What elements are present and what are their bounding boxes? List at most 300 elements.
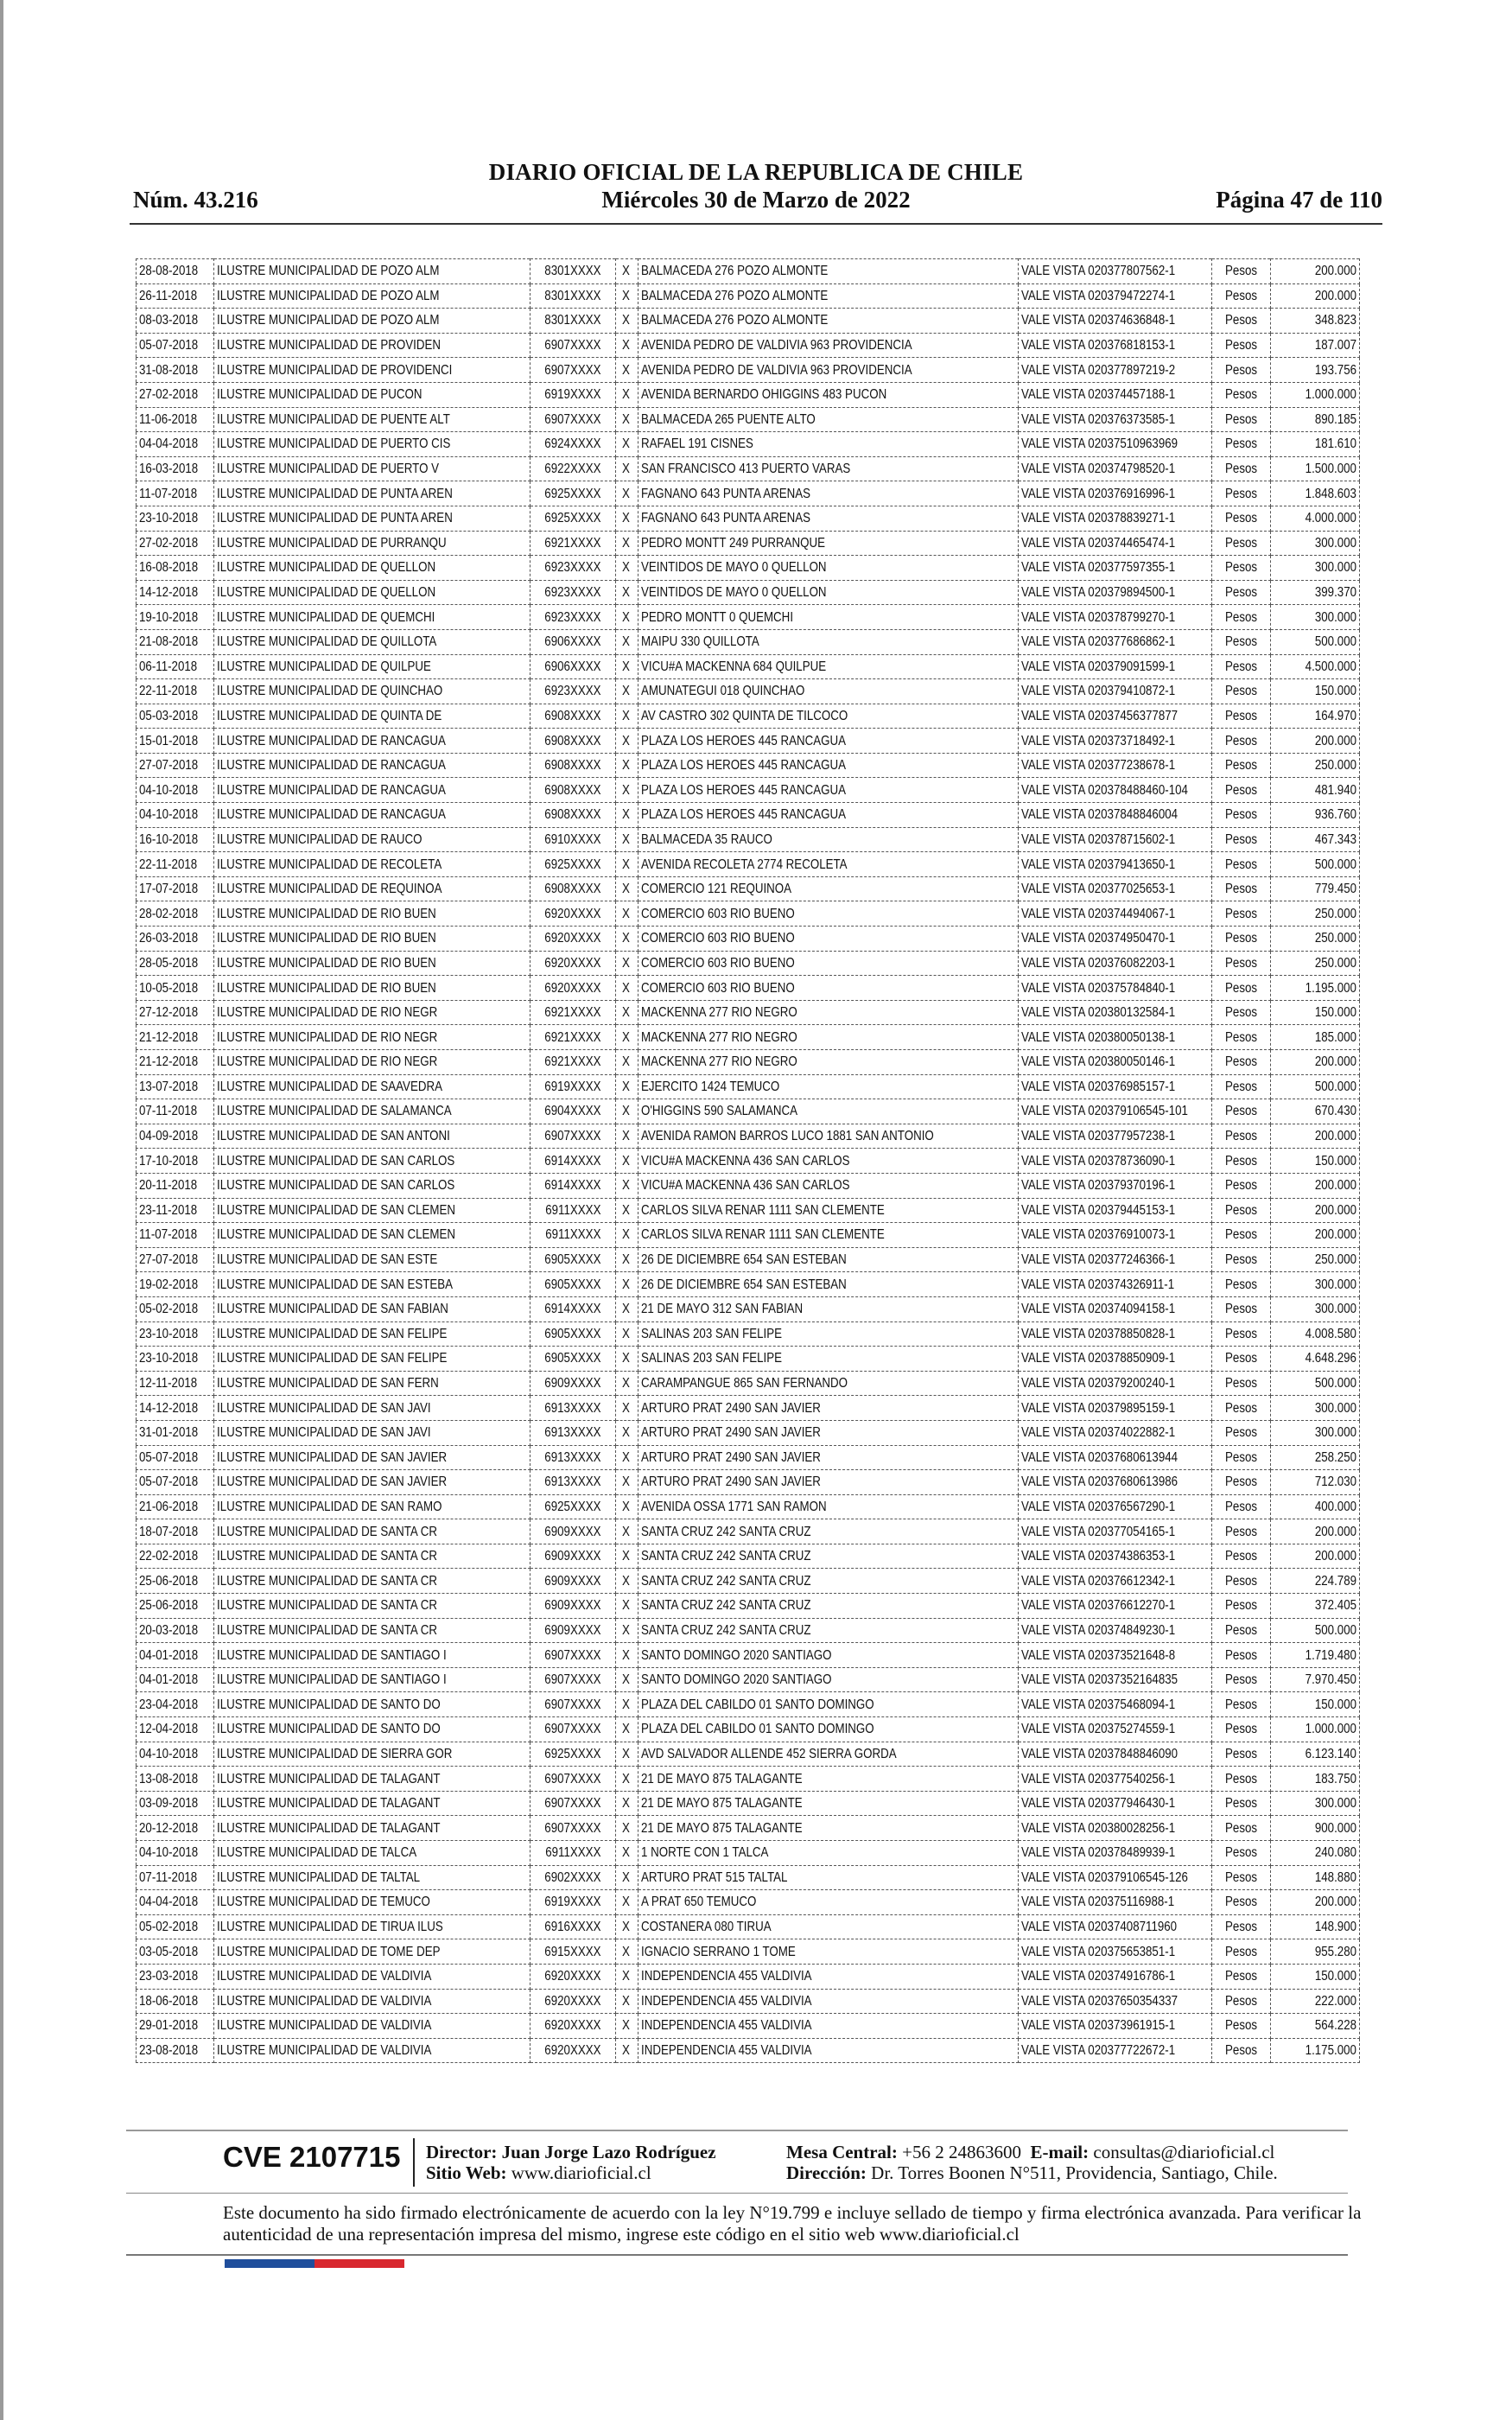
cell-date-text: 04-10-2018 bbox=[139, 1845, 199, 1861]
cell-address bbox=[638, 1816, 1018, 1841]
table-row bbox=[137, 1544, 1360, 1569]
cell-entity bbox=[214, 1964, 530, 1989]
cell-amount-text: 150.000 bbox=[1314, 1153, 1356, 1169]
cell-date-text: 04-09-2018 bbox=[139, 1129, 199, 1144]
cell-mark-text: X bbox=[622, 1400, 631, 1416]
cell-date bbox=[137, 1692, 214, 1717]
cell-date-text: 04-10-2018 bbox=[139, 782, 199, 798]
cell-amount bbox=[1271, 1124, 1360, 1149]
cell-amount-text: 250.000 bbox=[1314, 931, 1356, 946]
cell-mark-text: X bbox=[622, 338, 631, 353]
cell-code bbox=[530, 1025, 616, 1050]
cell-entity bbox=[214, 1643, 530, 1668]
cell-code-text: 6907XXXX bbox=[544, 362, 601, 378]
cell-currency-text: Pesos bbox=[1225, 609, 1258, 625]
cell-amount bbox=[1271, 927, 1360, 952]
cell-currency-text: Pesos bbox=[1225, 1252, 1258, 1268]
cell-mark bbox=[616, 481, 638, 506]
cell-code bbox=[530, 333, 616, 358]
cell-code bbox=[530, 1321, 616, 1347]
cell-address-text: BALMACEDA 276 POZO ALMONTE bbox=[640, 313, 828, 328]
cell-mark-text: X bbox=[622, 1079, 631, 1094]
cell-document bbox=[1018, 976, 1211, 1001]
cell-amount-text: 148.900 bbox=[1314, 1920, 1356, 1935]
cell-mark-text: X bbox=[622, 1104, 631, 1119]
cell-currency bbox=[1212, 827, 1271, 852]
cell-mark-text: X bbox=[622, 1376, 631, 1392]
contact-block bbox=[786, 2142, 1278, 2183]
cell-currency-text: Pesos bbox=[1225, 338, 1258, 353]
cell-code bbox=[530, 358, 616, 383]
cell-code-text: 8301XXXX bbox=[544, 313, 601, 328]
cell-mark-text: X bbox=[622, 1697, 631, 1712]
cell-address-text: AVENIDA RECOLETA 2774 RECOLETA bbox=[640, 857, 848, 872]
cell-address bbox=[638, 1618, 1018, 1643]
cell-date-text: 16-08-2018 bbox=[139, 560, 199, 576]
email-link[interactable]: consultas@diarioficial.cl bbox=[1093, 2142, 1275, 2162]
cell-amount bbox=[1271, 1371, 1360, 1396]
cell-amount bbox=[1271, 1445, 1360, 1470]
cell-code bbox=[530, 556, 616, 581]
cell-address-text: VICU#A MACKENNA 684 QUILPUE bbox=[640, 659, 826, 674]
cell-document bbox=[1018, 1964, 1211, 1989]
cell-address-text: RAFAEL 191 CISNES bbox=[640, 436, 753, 452]
cell-date-text: 15-01-2018 bbox=[139, 733, 199, 748]
cell-currency-text: Pesos bbox=[1225, 1969, 1258, 1984]
cell-code bbox=[530, 1420, 616, 1445]
cell-document-text: VALE VISTA 020379894500-1 bbox=[1020, 585, 1175, 601]
cell-document bbox=[1018, 876, 1211, 901]
cell-code bbox=[530, 1841, 616, 1866]
cell-document bbox=[1018, 852, 1211, 877]
footer-divider-mid bbox=[126, 2193, 1348, 2194]
cell-entity-text: ILUSTRE MUNICIPALIDAD DE SIERRA GOR bbox=[217, 1746, 453, 1761]
table-row bbox=[137, 1149, 1360, 1174]
cell-address bbox=[638, 1099, 1018, 1124]
cell-currency-text: Pesos bbox=[1225, 387, 1258, 403]
cell-address-text: COMERCIO 603 RIO BUENO bbox=[640, 906, 795, 921]
cell-amount-text: 250.000 bbox=[1314, 758, 1356, 774]
cell-amount-text: 6.123.140 bbox=[1305, 1746, 1356, 1761]
cell-mark bbox=[616, 1050, 638, 1075]
cell-amount-text: 670.430 bbox=[1314, 1104, 1356, 1119]
cell-address-text: COMERCIO 603 RIO BUENO bbox=[640, 931, 795, 946]
cell-entity-text: ILUSTRE MUNICIPALIDAD DE SAN ANTONI bbox=[217, 1129, 450, 1144]
cell-currency-text: Pesos bbox=[1225, 2043, 1258, 2059]
cell-amount-text: 300.000 bbox=[1314, 1277, 1356, 1292]
cell-document-text: VALE VISTA 020376985157-1 bbox=[1020, 1079, 1175, 1094]
cell-code-text: 6914XXXX bbox=[544, 1178, 601, 1194]
cell-amount bbox=[1271, 901, 1360, 927]
cell-currency bbox=[1212, 1544, 1271, 1569]
cell-mark-text: X bbox=[622, 782, 631, 798]
cell-address bbox=[638, 1519, 1018, 1544]
table-row bbox=[137, 1050, 1360, 1075]
table-row bbox=[137, 382, 1360, 407]
cell-date bbox=[137, 580, 214, 605]
cell-entity-text: ILUSTRE MUNICIPALIDAD DE SAN ESTEBA bbox=[217, 1277, 454, 1292]
cell-entity-text: ILUSTRE MUNICIPALIDAD DE TALTAL bbox=[217, 1869, 421, 1885]
cell-code bbox=[530, 407, 616, 432]
cell-entity bbox=[214, 1272, 530, 1297]
cell-code-text: 6907XXXX bbox=[544, 1796, 601, 1812]
cell-amount-text: 1.000.000 bbox=[1305, 1722, 1356, 1737]
cell-date-text: 07-11-2018 bbox=[139, 1104, 198, 1119]
table-row bbox=[137, 1000, 1360, 1025]
cell-entity bbox=[214, 506, 530, 531]
table-row bbox=[137, 951, 1360, 976]
cell-currency bbox=[1212, 1000, 1271, 1025]
cell-mark-text: X bbox=[622, 1647, 631, 1663]
cell-entity bbox=[214, 605, 530, 630]
cell-date bbox=[137, 901, 214, 927]
cell-code-text: 6919XXXX bbox=[544, 387, 601, 403]
table-row bbox=[137, 1519, 1360, 1544]
cell-code bbox=[530, 1544, 616, 1569]
cell-document bbox=[1018, 1321, 1211, 1347]
cell-document-text: VALE VISTA 020374022882-1 bbox=[1020, 1425, 1175, 1441]
page-indicator: Página 47 de 110 bbox=[1216, 187, 1382, 213]
table-row bbox=[137, 927, 1360, 952]
cell-address-text: CARAMPANGUE 865 SAN FERNANDO bbox=[640, 1376, 848, 1392]
cell-document bbox=[1018, 1767, 1211, 1792]
cell-address-text: SANTO DOMINGO 2020 SANTIAGO bbox=[640, 1647, 832, 1663]
cell-date-text: 23-10-2018 bbox=[139, 1326, 199, 1341]
cell-amount-text: 1.500.000 bbox=[1305, 462, 1356, 477]
cell-address bbox=[638, 927, 1018, 952]
cell-entity-text: ILUSTRE MUNICIPALIDAD DE RANCAGUA bbox=[217, 782, 447, 798]
cell-currency bbox=[1212, 1791, 1271, 1816]
cell-currency bbox=[1212, 1667, 1271, 1692]
cell-mark-text: X bbox=[622, 436, 631, 452]
cell-currency bbox=[1212, 1445, 1271, 1470]
cell-address bbox=[638, 753, 1018, 778]
cell-date bbox=[137, 283, 214, 309]
cell-code bbox=[530, 1050, 616, 1075]
table-row bbox=[137, 605, 1360, 630]
cell-mark-text: X bbox=[622, 906, 631, 921]
cell-address-text: AVENIDA BERNARDO OHIGGINS 483 PUCON bbox=[640, 387, 886, 403]
cell-document-text: VALE VISTA 020377238678-1 bbox=[1020, 758, 1175, 774]
cell-currency bbox=[1212, 729, 1271, 754]
cell-amount-text: 150.000 bbox=[1314, 1697, 1356, 1712]
cell-date-text: 25-06-2018 bbox=[139, 1598, 199, 1614]
cell-mark-text: X bbox=[622, 1302, 631, 1317]
table-row bbox=[137, 1371, 1360, 1396]
cell-code-text: 8301XXXX bbox=[544, 288, 601, 303]
cell-amount-text: 890.185 bbox=[1314, 411, 1356, 427]
cell-code bbox=[530, 1964, 616, 1989]
cell-address bbox=[638, 1767, 1018, 1792]
cell-date-text: 18-06-2018 bbox=[139, 1993, 199, 2009]
cell-mark-text: X bbox=[622, 634, 631, 650]
table-row bbox=[137, 358, 1360, 383]
cell-address-text: 21 DE MAYO 312 SAN FABIAN bbox=[640, 1302, 803, 1317]
cell-date-text: 12-04-2018 bbox=[139, 1722, 199, 1737]
table-row bbox=[137, 1939, 1360, 1965]
cell-document-text: VALE VISTA 020376818153-1 bbox=[1020, 338, 1175, 353]
cell-entity-text: ILUSTRE MUNICIPALIDAD DE SANTA CR bbox=[217, 1598, 438, 1614]
table-row bbox=[137, 580, 1360, 605]
cell-currency bbox=[1212, 1247, 1271, 1272]
cell-code bbox=[530, 456, 616, 481]
cell-entity bbox=[214, 704, 530, 729]
cell-entity-text: ILUSTRE MUNICIPALIDAD DE SANTA CR bbox=[217, 1573, 438, 1589]
cell-mark bbox=[616, 1099, 638, 1124]
cell-code bbox=[530, 1445, 616, 1470]
cell-currency bbox=[1212, 1742, 1271, 1767]
cell-amount bbox=[1271, 827, 1360, 852]
cell-address bbox=[638, 1939, 1018, 1965]
cell-address-text: AVENIDA PEDRO DE VALDIVIA 963 PROVIDENCIA bbox=[640, 362, 912, 378]
cell-mark bbox=[616, 1717, 638, 1742]
cell-amount-text: 1.175.000 bbox=[1305, 2043, 1356, 2059]
cell-currency bbox=[1212, 1841, 1271, 1866]
cell-entity-text: ILUSTRE MUNICIPALIDAD DE RECOLETA bbox=[217, 857, 442, 872]
cell-mark-text: X bbox=[622, 1202, 631, 1218]
cell-mark bbox=[616, 901, 638, 927]
cell-code-text: 6907XXXX bbox=[544, 411, 601, 427]
cell-entity bbox=[214, 1841, 530, 1866]
cell-date bbox=[137, 629, 214, 654]
table-row bbox=[137, 259, 1360, 284]
cell-currency bbox=[1212, 803, 1271, 828]
cell-document bbox=[1018, 556, 1211, 581]
table-row bbox=[137, 1124, 1360, 1149]
cell-code-text: 6924XXXX bbox=[544, 436, 601, 452]
cell-document bbox=[1018, 432, 1211, 457]
cell-currency bbox=[1212, 1594, 1271, 1619]
table-row bbox=[137, 729, 1360, 754]
cell-document-text: VALE VISTA 020379106545-101 bbox=[1020, 1104, 1188, 1119]
cell-address-text: PEDRO MONTT 249 PURRANQUE bbox=[640, 535, 825, 551]
cell-currency bbox=[1212, 382, 1271, 407]
cell-currency bbox=[1212, 1494, 1271, 1519]
cell-currency-text: Pesos bbox=[1225, 1524, 1258, 1539]
cell-document-text: VALE VISTA 020380050138-1 bbox=[1020, 1029, 1175, 1045]
cell-entity bbox=[214, 1692, 530, 1717]
cell-currency-text: Pesos bbox=[1225, 1153, 1258, 1169]
cell-address bbox=[638, 309, 1018, 334]
cell-entity-text: ILUSTRE MUNICIPALIDAD DE QUELLON bbox=[217, 585, 436, 601]
cell-mark-text: X bbox=[622, 362, 631, 378]
cell-mark-text: X bbox=[622, 708, 631, 723]
cell-document bbox=[1018, 531, 1211, 556]
cell-document bbox=[1018, 927, 1211, 952]
cell-document-text: VALE VISTA 020373961915-1 bbox=[1020, 2018, 1175, 2034]
cell-mark-text: X bbox=[622, 1820, 631, 1836]
cell-mark bbox=[616, 1667, 638, 1692]
cell-document bbox=[1018, 309, 1211, 334]
cell-date bbox=[137, 1445, 214, 1470]
cell-document-text: VALE VISTA 020378839271-1 bbox=[1020, 511, 1175, 526]
cell-amount bbox=[1271, 1074, 1360, 1099]
cell-mark bbox=[616, 1964, 638, 1989]
table-row bbox=[137, 432, 1360, 457]
cell-code-text: 6923XXXX bbox=[544, 560, 601, 576]
cell-amount bbox=[1271, 679, 1360, 704]
cell-mark bbox=[616, 1445, 638, 1470]
cell-currency bbox=[1212, 556, 1271, 581]
cell-currency-text: Pesos bbox=[1225, 831, 1258, 847]
cell-address bbox=[638, 729, 1018, 754]
cell-document bbox=[1018, 1692, 1211, 1717]
cell-entity-text: ILUSTRE MUNICIPALIDAD DE QUEMCHI bbox=[217, 609, 435, 625]
cell-mark-text: X bbox=[622, 560, 631, 576]
table-row bbox=[137, 1470, 1360, 1495]
issue-date: Miércoles 30 de Marzo de 2022 bbox=[601, 187, 911, 213]
cell-address-text: PLAZA DEL CABILDO 01 SANTO DOMINGO bbox=[640, 1697, 874, 1712]
cell-document-text: VALE VISTA 020379445153-1 bbox=[1020, 1202, 1175, 1218]
cell-document bbox=[1018, 1296, 1211, 1321]
cell-currency bbox=[1212, 2014, 1271, 2039]
cell-entity-text: ILUSTRE MUNICIPALIDAD DE TALAGANT bbox=[217, 1771, 441, 1786]
cell-currency-text: Pesos bbox=[1225, 264, 1258, 279]
cell-amount-text: 148.880 bbox=[1314, 1869, 1356, 1885]
cell-currency bbox=[1212, 333, 1271, 358]
cell-mark-text: X bbox=[622, 1969, 631, 1984]
cell-address bbox=[638, 1569, 1018, 1594]
cell-mark bbox=[616, 1914, 638, 1939]
cell-mark bbox=[616, 951, 638, 976]
cell-entity-text: ILUSTRE MUNICIPALIDAD DE PROVIDENCI bbox=[217, 362, 453, 378]
cell-code-text: 6914XXXX bbox=[544, 1302, 601, 1317]
cell-code bbox=[530, 679, 616, 704]
table-row bbox=[137, 1099, 1360, 1124]
cell-entity-text: ILUSTRE MUNICIPALIDAD DE SALAMANCA bbox=[217, 1104, 452, 1119]
cell-date bbox=[137, 1667, 214, 1692]
cell-mark bbox=[616, 456, 638, 481]
cell-address bbox=[638, 456, 1018, 481]
cell-entity bbox=[214, 1791, 530, 1816]
cell-code-text: 6920XXXX bbox=[544, 2018, 601, 2034]
cell-address-text: COMERCIO 121 REQUINOA bbox=[640, 882, 791, 897]
cell-amount-text: 193.756 bbox=[1314, 362, 1356, 378]
cell-date-text: 27-12-2018 bbox=[139, 1005, 199, 1021]
cell-code-text: 6908XXXX bbox=[544, 758, 601, 774]
cell-address bbox=[638, 976, 1018, 1001]
cell-code-text: 6907XXXX bbox=[544, 1771, 601, 1786]
cell-code-text: 8301XXXX bbox=[544, 264, 601, 279]
cell-document-text: VALE VISTA 020377722672-1 bbox=[1020, 2043, 1175, 2059]
cell-code-text: 6908XXXX bbox=[544, 807, 601, 823]
cell-entity bbox=[214, 1618, 530, 1643]
cell-date-text: 21-08-2018 bbox=[139, 634, 199, 650]
cell-date-text: 10-05-2018 bbox=[139, 980, 199, 996]
cell-amount-text: 200.000 bbox=[1314, 288, 1356, 303]
cell-mark bbox=[616, 1074, 638, 1099]
cell-date-text: 29-01-2018 bbox=[139, 2018, 199, 2034]
cell-document bbox=[1018, 1519, 1211, 1544]
cell-address-text: AVENIDA RAMON BARROS LUCO 1881 SAN ANTONIO bbox=[640, 1129, 934, 1144]
cell-mark-text: X bbox=[622, 955, 631, 971]
cell-mark bbox=[616, 1569, 638, 1594]
cell-code bbox=[530, 1371, 616, 1396]
cell-code-text: 6925XXXX bbox=[544, 857, 601, 872]
cell-document bbox=[1018, 901, 1211, 927]
cell-currency bbox=[1212, 456, 1271, 481]
cell-code-text: 6920XXXX bbox=[544, 906, 601, 921]
cell-date bbox=[137, 407, 214, 432]
table-row bbox=[137, 753, 1360, 778]
table-row bbox=[137, 1594, 1360, 1619]
cell-currency-text: Pesos bbox=[1225, 1277, 1258, 1292]
cell-date-text: 25-06-2018 bbox=[139, 1573, 199, 1589]
address-value: Dr. Torres Boonen N°511, Providencia, Santiago, Chile. bbox=[871, 2162, 1278, 2183]
cell-code-text: 6907XXXX bbox=[544, 1672, 601, 1688]
table-row bbox=[137, 1989, 1360, 2014]
cell-mark-text: X bbox=[622, 288, 631, 303]
cell-document-text: VALE VISTA 020377540256-1 bbox=[1020, 1771, 1175, 1786]
cell-address-text: CARLOS SILVA RENAR 1111 SAN CLEMENTE bbox=[640, 1202, 885, 1218]
cell-entity-text: ILUSTRE MUNICIPALIDAD DE TOME DEP bbox=[217, 1944, 441, 1959]
cell-date bbox=[137, 432, 214, 457]
cell-document-text: VALE VISTA 020379895159-1 bbox=[1020, 1400, 1175, 1416]
cell-mark-text: X bbox=[622, 758, 631, 774]
cell-entity-text: ILUSTRE MUNICIPALIDAD DE SAN FELIPE bbox=[217, 1351, 448, 1366]
cell-mark-text: X bbox=[622, 1129, 631, 1144]
email-label: E-mail: bbox=[1030, 2142, 1090, 2162]
cell-amount bbox=[1271, 1618, 1360, 1643]
cell-currency-text: Pesos bbox=[1225, 1796, 1258, 1812]
site-link[interactable]: www.diarioficial.cl bbox=[511, 2162, 651, 2183]
cell-entity-text: ILUSTRE MUNICIPALIDAD DE SANTA CR bbox=[217, 1622, 438, 1638]
cell-date bbox=[137, 506, 214, 531]
cell-address-text: INDEPENDENCIA 455 VALDIVIA bbox=[640, 1993, 812, 2009]
cell-document-text: VALE VISTA 020374457188-1 bbox=[1020, 387, 1175, 403]
cell-mark-text: X bbox=[622, 1005, 631, 1021]
cell-document bbox=[1018, 506, 1211, 531]
cell-date bbox=[137, 876, 214, 901]
cell-address bbox=[638, 901, 1018, 927]
cell-code bbox=[530, 753, 616, 778]
cell-document bbox=[1018, 1223, 1211, 1248]
cell-date bbox=[137, 1321, 214, 1347]
cell-entity bbox=[214, 1519, 530, 1544]
cell-amount-text: 7.970.450 bbox=[1305, 1672, 1356, 1688]
cell-date bbox=[137, 1223, 214, 1248]
cell-mark bbox=[616, 704, 638, 729]
cell-code bbox=[530, 876, 616, 901]
cell-mark bbox=[616, 827, 638, 852]
cell-date bbox=[137, 358, 214, 383]
cell-entity-text: ILUSTRE MUNICIPALIDAD DE SANTO DO bbox=[217, 1697, 441, 1712]
cell-mark-text: X bbox=[622, 882, 631, 897]
cell-mark bbox=[616, 1494, 638, 1519]
cell-amount bbox=[1271, 976, 1360, 1001]
cell-document bbox=[1018, 1816, 1211, 1841]
cell-entity-text: ILUSTRE MUNICIPALIDAD DE REQUINOA bbox=[217, 882, 442, 897]
cell-currency-text: Pesos bbox=[1225, 684, 1258, 699]
cell-document bbox=[1018, 605, 1211, 630]
cell-amount bbox=[1271, 283, 1360, 309]
cell-currency bbox=[1212, 1717, 1271, 1742]
cell-currency-text: Pesos bbox=[1225, 1079, 1258, 1094]
cell-address bbox=[638, 605, 1018, 630]
cell-code bbox=[530, 259, 616, 284]
cell-mark bbox=[616, 753, 638, 778]
cell-document-text: VALE VISTA 02037408711960 bbox=[1020, 1920, 1177, 1935]
cell-currency bbox=[1212, 605, 1271, 630]
cell-date bbox=[137, 1865, 214, 1890]
cell-code bbox=[530, 1914, 616, 1939]
cell-date-text: 27-07-2018 bbox=[139, 758, 199, 774]
cell-amount-text: 1.848.603 bbox=[1305, 486, 1356, 501]
cell-address bbox=[638, 1050, 1018, 1075]
cell-mark-text: X bbox=[622, 2018, 631, 2034]
cell-currency-text: Pesos bbox=[1225, 1697, 1258, 1712]
cell-document bbox=[1018, 382, 1211, 407]
